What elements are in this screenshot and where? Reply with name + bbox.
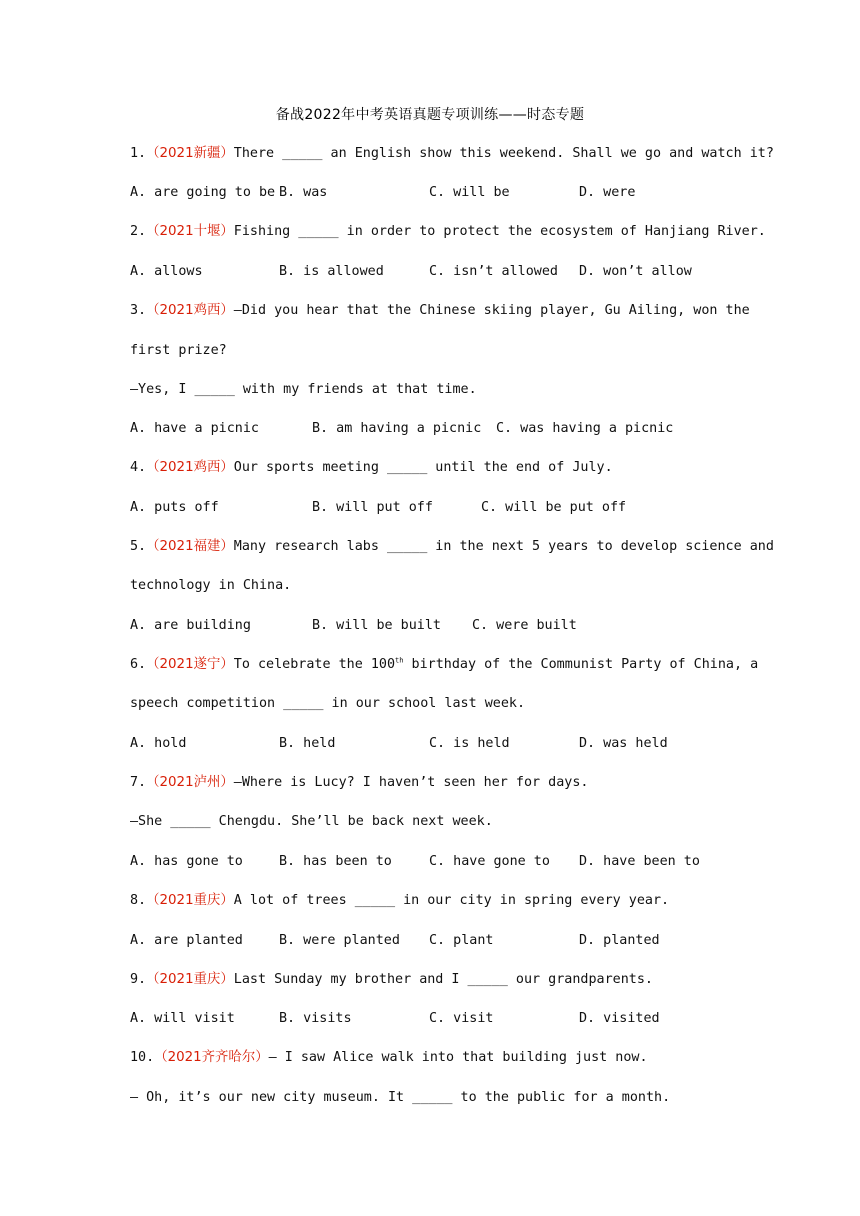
question-1 [130, 144, 774, 164]
question-text: Many research labs _____ in the next 5 years to develop science and [233, 539, 774, 554]
question-number: 1. [130, 146, 147, 161]
option-a: A. are planted [130, 933, 243, 948]
option-b: B. will be built [312, 618, 441, 633]
option-c: C. will be put off [481, 500, 627, 515]
question-text-after-superscript: birthday of the Communist Party of China, a [403, 657, 759, 672]
option-c: C. plant [429, 933, 494, 948]
question-text: Our sports meeting _____ until the end of July. [233, 460, 613, 475]
question-source: （2021齐齐哈尔） [154, 1050, 269, 1065]
question-7 [130, 773, 750, 793]
question-8 [130, 891, 750, 911]
question-number: 8. [130, 893, 147, 908]
question-text-continued: technology in China. [130, 578, 292, 593]
question-10 [130, 1048, 750, 1068]
question-source: （2021十堰） [146, 224, 234, 239]
question-source: （2021福建） [146, 539, 234, 554]
option-c: C. have gone to [429, 854, 550, 869]
question-source: （2021鸡西） [146, 460, 234, 475]
ordinal-superscript: th [395, 656, 404, 665]
option-a: A. are building [130, 618, 251, 633]
option-b: B. is allowed [279, 264, 384, 279]
question-source: （2021泸州） [146, 775, 234, 790]
option-a: A. have a picnic [130, 421, 259, 436]
question-source: （2021鸡西） [146, 303, 234, 318]
option-c: C. visit [429, 1011, 494, 1026]
question-4 [130, 458, 750, 478]
option-a: A. are going to be [130, 185, 276, 200]
question-number: 4. [130, 460, 147, 475]
option-a: A. has gone to [130, 854, 243, 869]
option-a: A. hold [130, 736, 187, 751]
option-b: B. visits [279, 1011, 352, 1026]
question-text: Fishing _____ in order to protect the ecosystem of Hanjiang River. [233, 224, 766, 239]
question-text-reply: —Yes, I _____ with my friends at that time. [130, 382, 477, 397]
option-c: C. isn’t allowed [429, 264, 558, 279]
option-d: D. have been to [579, 854, 700, 869]
option-b: B. were planted [279, 933, 400, 948]
question-number: 2. [130, 224, 147, 239]
question-number: 9. [130, 972, 147, 987]
question-text-reply: — Oh, it’s our new city museum. It _____ to the public for a month. [130, 1090, 671, 1105]
question-number: 6. [130, 657, 147, 672]
option-a: A. puts off [130, 500, 219, 515]
question-9 [130, 970, 750, 990]
question-number: 5. [130, 539, 147, 554]
question-text: A lot of trees _____ in our city in spring every year. [233, 893, 670, 908]
option-d: D. planted [579, 933, 660, 948]
question-source: （2021重庆） [146, 893, 234, 908]
question-number: 3. [130, 303, 147, 318]
option-d: D. won’t allow [579, 264, 692, 279]
option-c: C. will be [429, 185, 510, 200]
question-text: — I saw Alice walk into that building just now. [268, 1050, 648, 1065]
question-source: （2021新疆） [146, 146, 234, 161]
question-text: There _____ an English show this weekend. Shall we go and watch it? [233, 146, 774, 161]
question-text-reply: —She _____ Chengdu. She’ll be back next week. [130, 814, 493, 829]
question-text-continued: speech competition _____ in our school last week. [130, 696, 526, 711]
option-d: D. was held [579, 736, 668, 751]
option-b: B. held [279, 736, 336, 751]
page-title: 备战2022年中考英语真题专项训练——时态专题 [275, 107, 585, 123]
option-b: B. am having a picnic [312, 421, 482, 436]
option-b: B. was [279, 185, 328, 200]
option-c: C. is held [429, 736, 510, 751]
question-3 [130, 301, 750, 321]
question-text: To celebrate the 100 [233, 657, 396, 672]
question-5 [130, 537, 774, 557]
question-source: （2021遂宁） [146, 657, 234, 672]
question-text: —Where is Lucy? I haven’t seen her for days. [233, 775, 589, 790]
option-d: D. were [579, 185, 636, 200]
option-b: B. will put off [312, 500, 433, 515]
question-2 [130, 222, 766, 242]
option-a: A. allows [130, 264, 203, 279]
option-d: D. visited [579, 1011, 660, 1026]
option-c: C. was having a picnic [496, 421, 674, 436]
question-text: Last Sunday my brother and I _____ our grandparents. [233, 972, 653, 987]
question-number: 7. [130, 775, 147, 790]
option-c: C. were built [472, 618, 577, 633]
question-text-continued: first prize? [130, 343, 227, 358]
option-a: A. will visit [130, 1011, 235, 1026]
option-b: B. has been to [279, 854, 392, 869]
question-source: （2021重庆） [146, 972, 234, 987]
question-text: —Did you hear that the Chinese skiing player, Gu Ailing, won the [233, 303, 750, 318]
question-6 [130, 655, 759, 675]
question-number: 10. [130, 1050, 155, 1065]
